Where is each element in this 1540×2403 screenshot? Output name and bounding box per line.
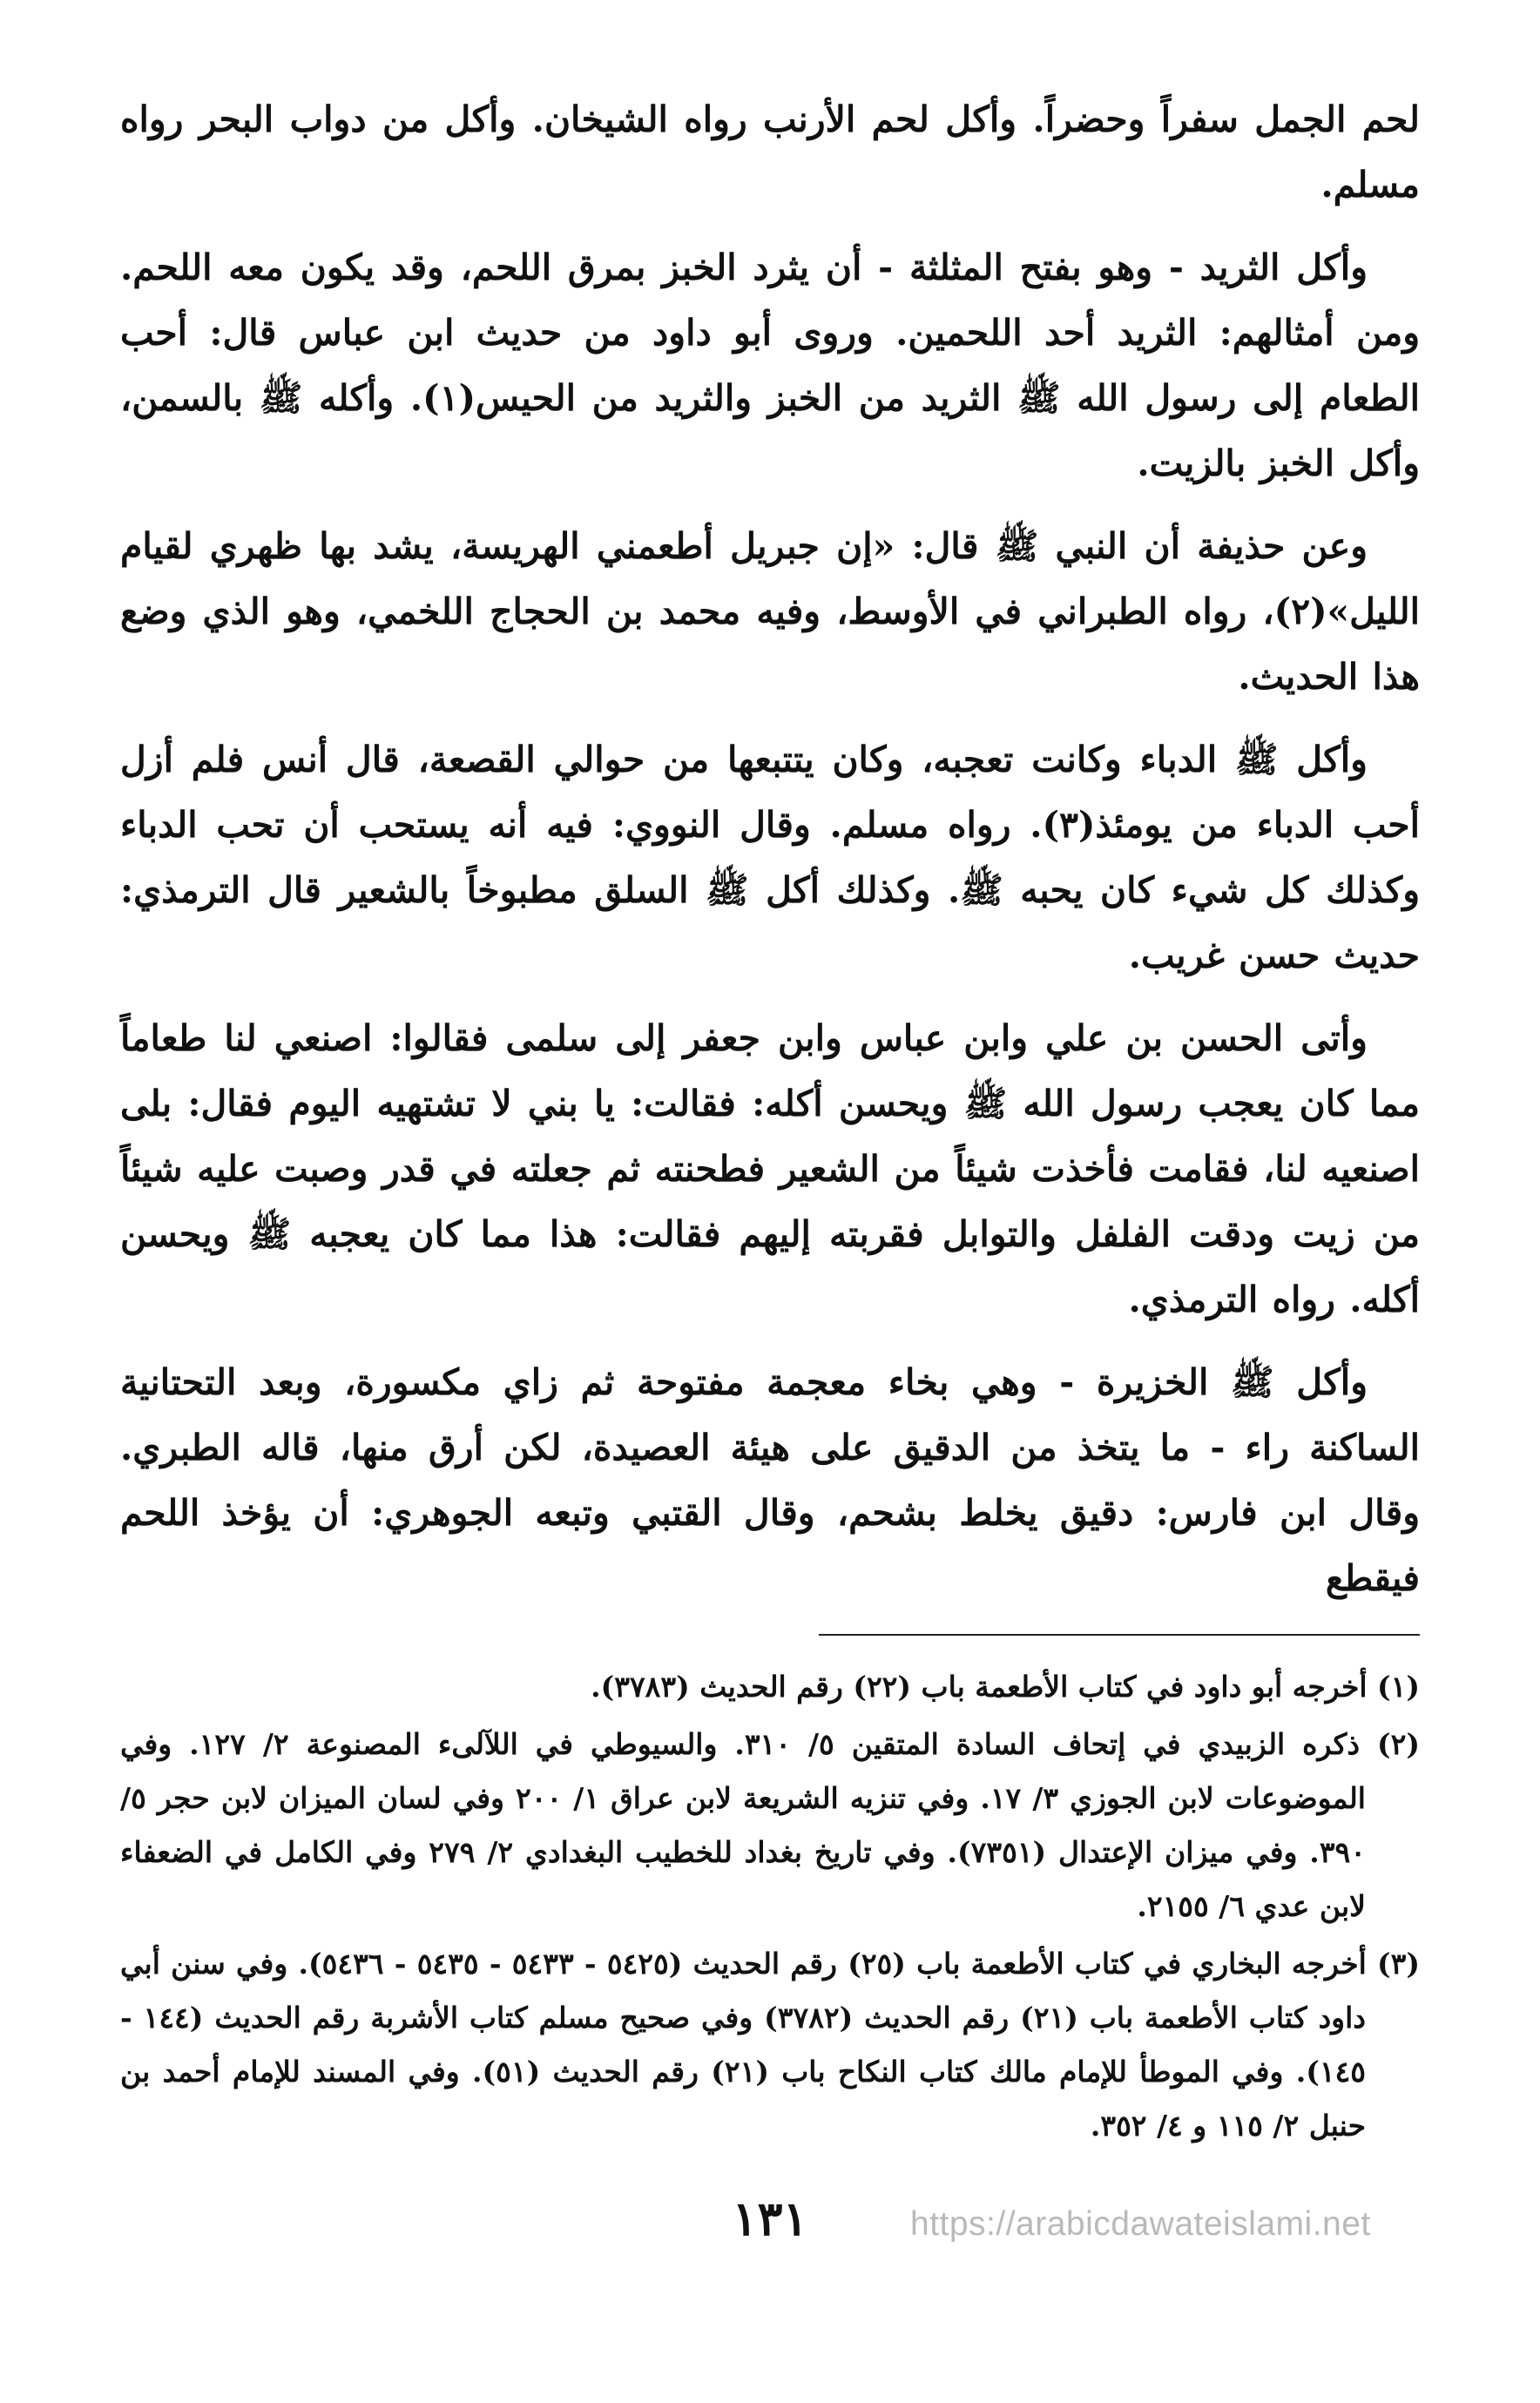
- body-paragraph: لحم الجمل سفراً وحضراً. وأكل لحم الأرنب رواه الشيخان. وأكل من دواب البحر رواه مسلم.: [120, 98, 1420, 206]
- footnote: (٢) ذكره الزبيدي في إتحاف السادة المتقين ٥/ ٣١٠. والسيوطي في اللآلىء المصنوعة ٢/ ١٢٧. وفي الموضوعات لابن الجوزي ٣/ ١٧. وفي تنزيه الشريعة لابن عراق ١/ ٢٠٠ وفي لسان الميزان لابن حجر ٥/ ٣٩٠. وفي ميزان الإعتدال (٧٣٥١). وفي تاريخ بغداد للخطيب البغدادي ٢/ ٢٧٩ وفي الكامل في الضعفاء لابن عدي ٦/ ٢١٥٥.: [120, 1727, 1420, 1923]
- body-paragraph: وأكل ﷺ الدباء وكانت تعجبه، وكان يتتبعها من حوالي القصعة، قال أنس فلم أزل أحب الدباء من يومئذ(٣). رواه مسلم. وقال النووي: فيه أنه يستحب أن تحب الدباء وكذلك كل شيء كان يحبه ﷺ. وكذلك أكل ﷺ السلق مطبوخاً بالشعير قال الترمذي: حديث حسن غريب.: [120, 739, 1420, 976]
- page-number: ١٣١: [732, 2190, 808, 2246]
- body-paragraph: وأكل الثريد - وهو بفتح المثلثة - أن يثرد الخبز بمرق اللحم، وقد يكون معه اللحم. ومن أمثالهم: الثريد أحد اللحمين. وروى أبو داود من حديث ابن عباس قال: أحب الطعام إلى رسول الله ﷺ الثريد من الخبز والثريد من الحيس(١). وأكله ﷺ بالسمن، وأكل الخبز بالزيت.: [120, 246, 1420, 484]
- footnote-divider: [819, 1634, 1420, 1636]
- page-content: [120, 87, 1420, 2157]
- body-paragraph: وأكل ﷺ الخزيرة - وهي بخاء معجمة مفتوحة ثم زاي مكسورة، وبعد التحتانية الساكنة راء - ما يتخذ من الدقيق على هيئة العصيدة، لكن أرق منها، قاله الطبري. وقال ابن فارس: دقيق يخلط بشحم، وقال القتبي وتبعه الجوهري: أن يؤخذ اللحم فيقطع: [120, 1361, 1420, 1599]
- footnotes: [120, 1660, 1420, 2153]
- footnote: (١) أخرجه أبو داود في كتاب الأطعمة باب (٢٢) رقم الحديث (٣٧٨٣).: [591, 1670, 1420, 1704]
- watermark-url: https://arabicdawateislami.net: [910, 2205, 1371, 2243]
- body-paragraph: وأتى الحسن بن علي وابن عباس وابن جعفر إلى سلمى فقالوا: اصنعي لنا طعاماً مما كان يعجب رسول الله ﷺ ويحسن أكله: فقالت: يا بني لا تشتهيه اليوم فقال: بلى اصنعيه لنا، فقامت فأخذت شيئاً من الشعير فطحنته ثم جعلته في قدر وصبت عليه شيئاً من زيت ودقت الفلفل والتوابل فقربته إليهم فقالت: هذا مما كان يعجبه ﷺ ويحسن أكله. رواه الترمذي.: [120, 1017, 1420, 1320]
- body-paragraph: وعن حذيفة أن النبي ﷺ قال: «إن جبريل أطعمني الهريسة، يشد بها ظهري لقيام الليل»(٢)، رواه الطبراني في الأوسط، وفيه محمد بن الحجاج اللخمي، وهو الذي وضع هذا الحديث.: [120, 525, 1420, 698]
- footnote: (٣) أخرجه البخاري في كتاب الأطعمة باب (٢٥) رقم الحديث (٥٤٢٥ - ٥٤٣٣ - ٥٤٣٥ - ٥٤٣٦). وفي سنن أبي داود كتاب الأطعمة باب (٢١) رقم الحديث (٣٧٨٢) وفي صحيح مسلم كتاب الأشربة رقم الحديث (١٤٤ - ١٤٥). وفي الموطأ للإمام مالك كتاب النكاح باب (٢١) رقم الحديث (٥١). وفي المسند للإمام أحمد بن حنبل ٢/ ١١٥ و ٤/ ٣٥٢.: [120, 1947, 1420, 2143]
